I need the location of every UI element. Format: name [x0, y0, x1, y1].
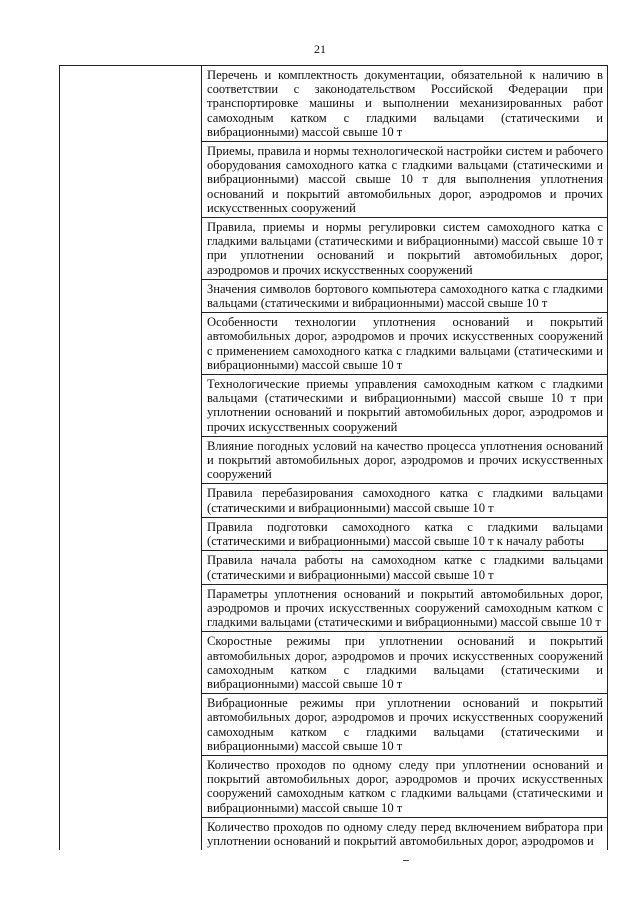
table-row: Значения символов бортового компьютера самоходного катка с гладкими вальцами (статическими и вибрационными) массой свыше 10 т	[202, 280, 607, 313]
table-row: Приемы, правила и нормы технологической настройки систем и рабочего оборудования самоходного катка с гладкими вальцами (статическими и вибрационными) массой свыше 10 т для выполнения уплотнения оснований и покрытий автомобильных дорог, аэродромов и прочих искусственных сооружений	[202, 142, 607, 218]
table-row: Скоростные режимы при уплотнении оснований и покрытий автомобильных дорог, аэродромов и прочих искусственных сооружений самоходным катком с гладкими вальцами (статическими и вибрационными) массой свыше 10 т	[202, 632, 607, 694]
table-row: Вибрационные режимы при уплотнении оснований и покрытий автомобильных дорог, аэродромов и прочих искусственных сооружений самоходным катком с гладкими вальцами (статическими и вибрационными) массой свыше 10 т	[202, 694, 607, 756]
table-row: Правила подготовки самоходного катка с гладкими вальцами (статическими и вибрационными) массой свыше 10 т к началу работы	[202, 518, 607, 551]
scan-mark	[403, 860, 409, 861]
table-row: Количество проходов по одному следу перед включением вибратора при уплотнении оснований и покрытий автомобильных дорог, аэродромов и	[207, 819, 603, 848]
table-left-column	[60, 66, 202, 850]
table-row: Правила начала работы на самоходном катке с гладкими вальцами (статическими и вибрационными) массой свыше 10 т	[202, 551, 607, 584]
table-row: Технологические приемы управления самоходным катком с гладкими вальцами (статическими и вибрационными) массой свыше 10 т при уплотнении оснований и покрытий автомобильных дорог, аэродромов и прочих искусственных сооружений	[202, 375, 607, 437]
table-row: Влияние погодных условий на качество процесса уплотнения оснований и покрытий автомобильных дорог, аэродромов и прочих искусственных сооружений	[202, 437, 607, 485]
knowledge-table	[59, 65, 608, 850]
table-row: Правила перебазирования самоходного катка с гладкими вальцами (статическими и вибрационными) массой свыше 10 т	[202, 484, 607, 517]
table-row: Параметры уплотнения оснований и покрытий автомобильных дорог, аэродромов и прочих искусственных сооружений самоходным катком с гладкими вальцами (статическими и вибрационными) массой свыше 10 т	[202, 585, 607, 633]
table-row: Правила, приемы и нормы регулировки систем самоходного катка с гладкими вальцами (статическими и вибрационными) массой свыше 10 т при уплотнении оснований и покрытий автомобильных дорог, аэродромов и прочих искусственных сооружений	[202, 218, 607, 280]
table-row: Перечень и комплектность документации, обязательной к наличию в соответствии с законодательством Российской Федерации при транспортировке машины и выполнении механизированных работ самоходным катком с гладкими вальцами (статическими и вибрационными) массой свыше 10 т	[202, 66, 607, 142]
table-row: Особенности технологии уплотнения оснований и покрытий автомобильных дорог, аэродромов и прочих искусственных сооружений с применением самоходного катка с гладкими вальцами (статическими и вибрационными) массой свыше 10 т	[202, 313, 607, 375]
table-row: Количество проходов по одному следу при уплотнении оснований и покрытий автомобильных дорог, аэродромов и прочих искусственных сооружений самоходным катком с гладкими вальцами (статическими и вибрационными) массой свыше 10 т	[202, 756, 607, 818]
page-number: 21	[314, 42, 326, 56]
table-right-column	[202, 66, 607, 850]
